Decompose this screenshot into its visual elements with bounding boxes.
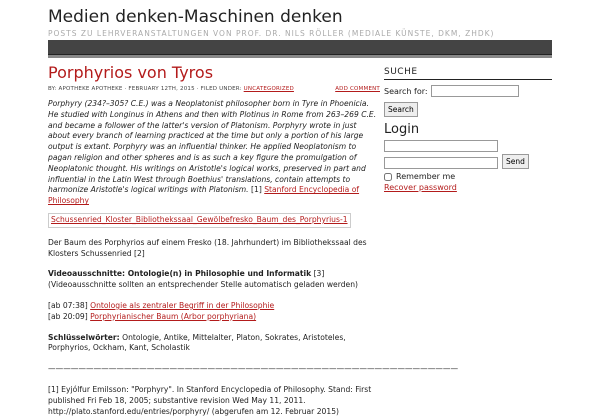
keywords-list: Ontologie, Antike, Mittelalter, Platon, Sokrates, Aristoteles, Porphyrios, Ockham, Kant, Scholastik (48, 332, 346, 353)
category-link[interactable]: UNCATEGORIZED (243, 86, 294, 92)
nav-bar-underline (48, 55, 552, 58)
stanford-link[interactable]: Stanford Encyclopedia of Philosophy (48, 185, 360, 206)
search-row (384, 85, 552, 97)
video-section (48, 269, 380, 291)
post-title[interactable]: Porphyrios von Tyros (48, 63, 214, 82)
remember-me[interactable] (384, 172, 552, 181)
post-meta-byline: BY: APOTHEKE APOTHEKE · FEBRUARY 12TH, 2015 · FILED UNDER: (48, 86, 242, 92)
site-tagline: POSTS ZU LEHRVERANSTALTUNGEN VON PROF. DR. NILS RÖLLER (MEDIALE KÜNSTE, DKM, ZHDK) (48, 29, 495, 38)
intro-text: Porphyry (234?–305? C.E.) was a Neoplatonist philosopher born in Tyre in Phoenicia. He studied with Longinus in Athens and then with Plotinus in Rome from 263–269 C.E. and became a follower of the latter's version of Platonism. Porphyry wrote in just about every branch of learning practiced at the time but only a portion of his large output is extant. Porphyry was an influential thinker. He applied Neoplatonism to pagan religion and other spheres and is as such a key figure the promulgation of Neoplatonic thought. His writings on Aristotle's logical works, preserved in part and influential in the Latin West through Boethius' translations, contain attempts to harmonize Aristotle's logical writings with Platonism. (48, 99, 377, 195)
intro-ref: [1] (251, 185, 262, 195)
separator-line: —————————————————————————————————————————————————————— (48, 364, 459, 374)
image-caption: Der Baum des Porphyrios auf einem Fresko (18. Jahrhundert) im Bibliothekssaal des Klosters Schussenried [2] (48, 237, 367, 258)
search-heading: SUCHE (384, 67, 552, 80)
keywords (48, 333, 380, 355)
remember-checkbox[interactable] (384, 173, 392, 181)
video-link-baum[interactable]: Porphyrianischer Baum (Arbor porphyriana) (90, 311, 257, 321)
video-link-time: [ab 07:38] (48, 300, 88, 310)
video-link-time: [ab 20:09] (48, 311, 88, 321)
video-note: (Videoausschnitte sollten an entsprechender Stelle automatisch geladen werden) (48, 280, 358, 290)
recover-password-link[interactable]: Recover password (384, 183, 457, 192)
username-field[interactable] (384, 140, 498, 152)
search-input[interactable] (431, 85, 519, 97)
video-link-ontologie[interactable]: Ontologie als zentraler Begriff in der Philosophie (90, 300, 275, 310)
intro-paragraph (48, 99, 380, 207)
add-comment-link[interactable]: ADD COMMENT (335, 86, 380, 92)
login-heading: Login (384, 122, 420, 137)
remember-label: Remember me (396, 172, 456, 181)
video-links (48, 301, 380, 323)
video-heading: Videoausschnitte: Ontologie(n) in Philosophie und Informatik (48, 269, 312, 279)
search-button[interactable]: Search (384, 102, 418, 117)
fresco-image-link[interactable]: Schussenried_Kloster_Bibliothekssaal_Gewölbefresko_Baum_des_Porphyrius-1 (48, 213, 351, 228)
password-row (384, 152, 552, 169)
password-field[interactable] (384, 157, 498, 169)
video-ref: [3] (313, 269, 325, 279)
keywords-label: Schlüsselwörter: (48, 332, 120, 342)
send-button[interactable]: Send (502, 154, 529, 169)
search-label: Search for: (384, 86, 428, 96)
footnote-1: [1] Eyjólfur Emilsson: "Porphyry". In Stanford Encyclopedia of Philosophy. Stand: First published Fri Feb 18, 2005; substantive revision Wed May 11, 2011. http://plato.stanford.edu/entries/porphyry/ (abgerufen am 12. Februar 2015) (48, 384, 372, 416)
post-meta (48, 86, 380, 94)
nav-bar (48, 40, 552, 55)
site-title[interactable]: Medien denken-Maschinen denken (48, 7, 343, 27)
sidebar (384, 64, 552, 192)
